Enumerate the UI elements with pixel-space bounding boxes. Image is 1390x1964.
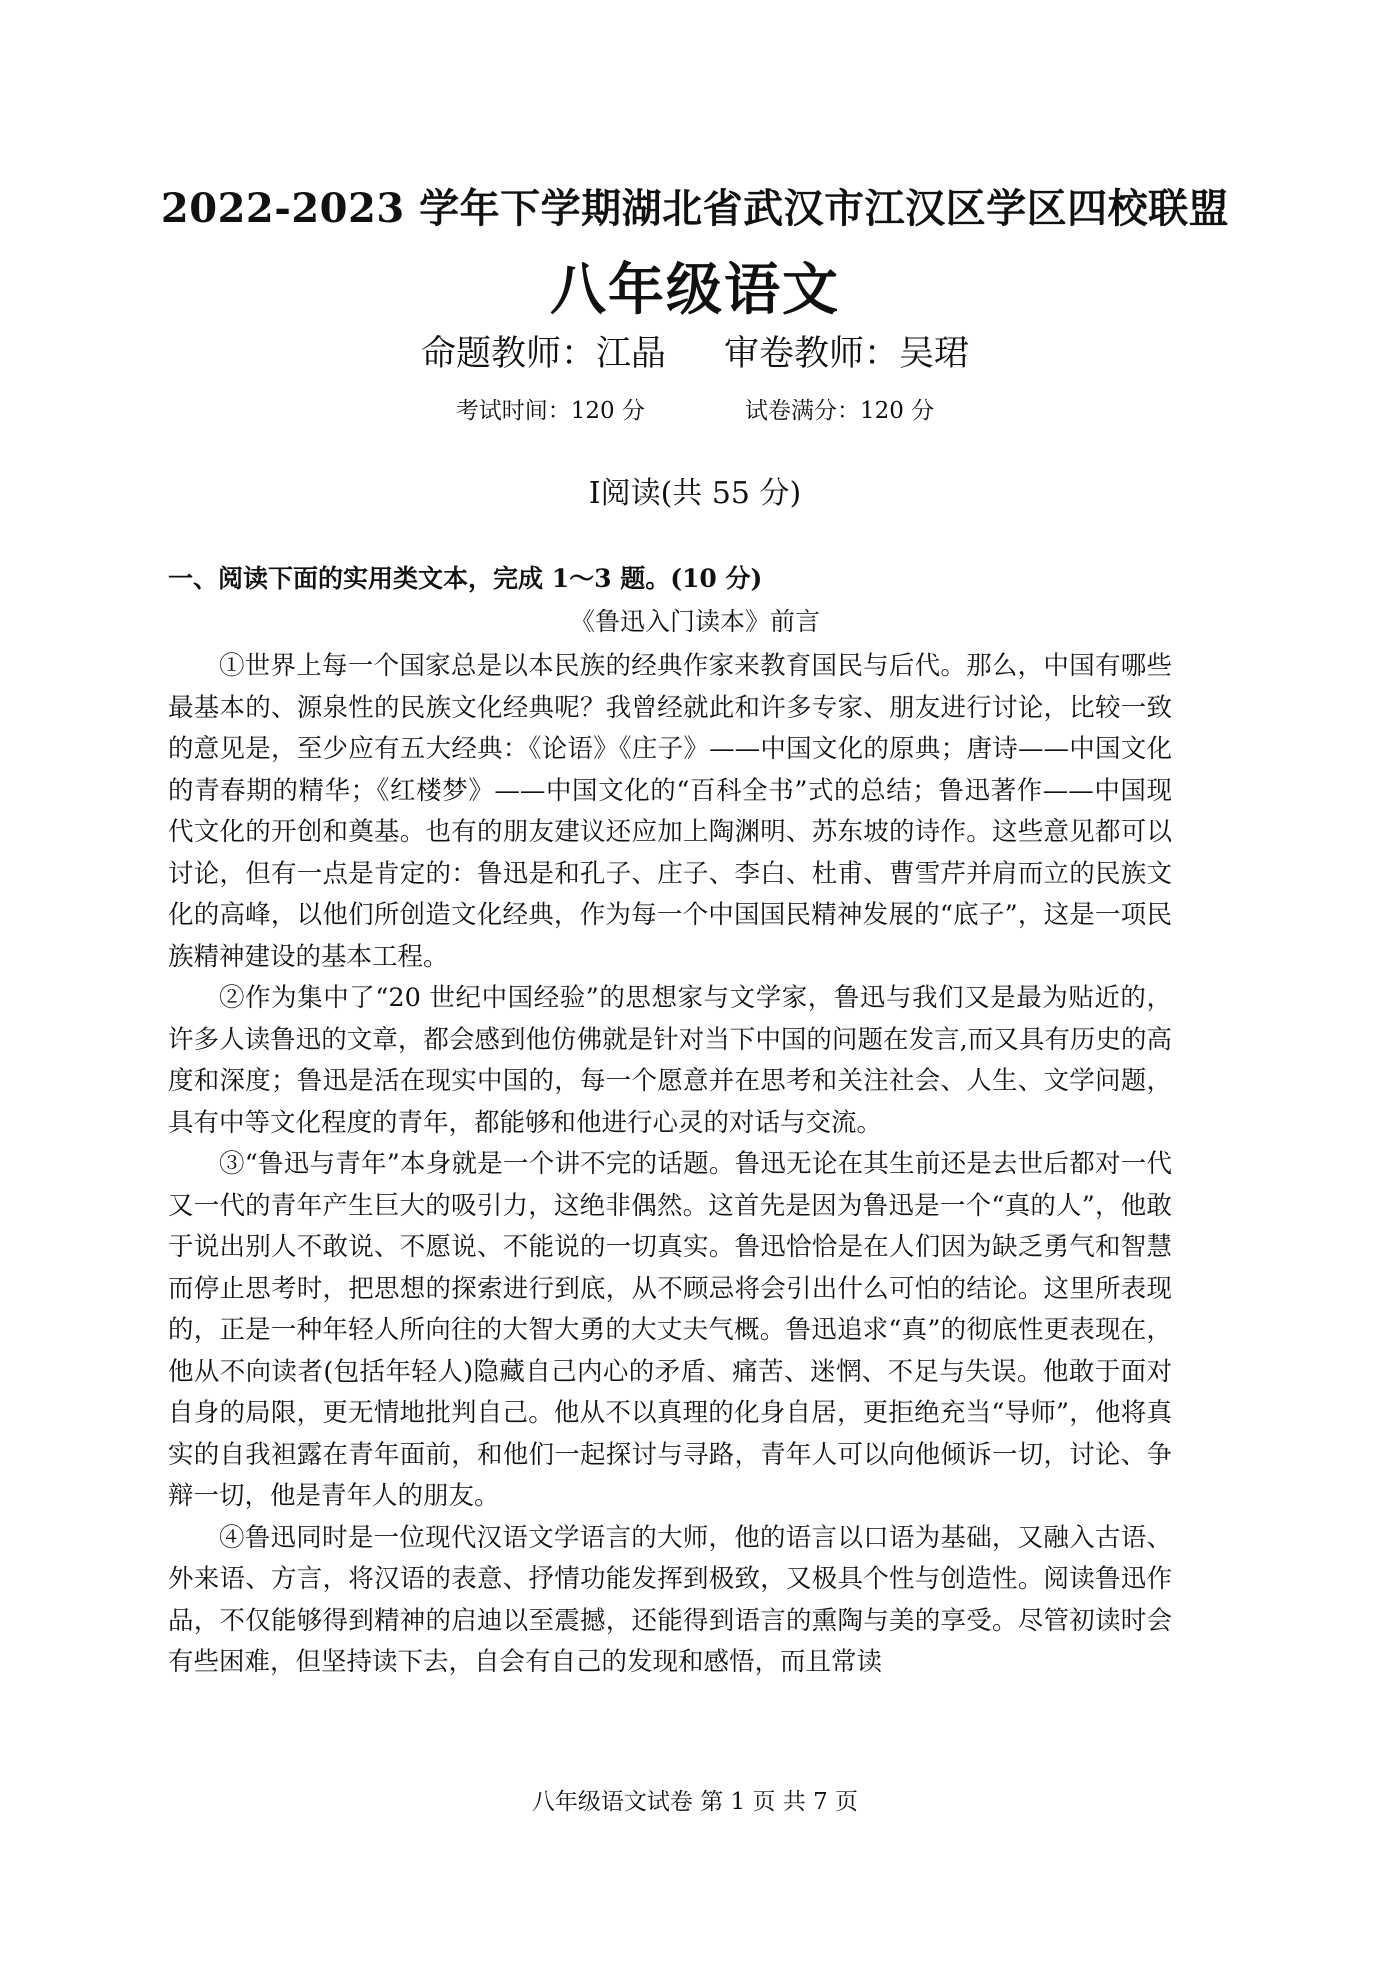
paragraph-2: ②作为集中了“20 世纪中国经验”的思想家与文学家，鲁迅与我们又是最为贴近的，许多人读鲁迅的文章，都会感到他仿佛就是针对当下中国的问题在发言,而又具有历史的高度和深度；鲁迅是活在现实中国的，每一个愿意并在思考和关注社会、人生、文学问题，具有中等文化程度的青年，都能够和他进行心灵的对话与交流。: [168, 983, 1172, 1138]
exam-subject-title: 八年级语文: [550, 258, 840, 323]
paragraph-1: ①世界上每一个国家总是以本民族的经典作家来教育国民与后代。那么，中国有哪些最基本的、源泉性的民族文化经典呢？我曾经就此和许多专家、朋友进行讨论，比较一致的意见是，至少应有五大经典：《论语》《庄子》——中国文化的原典；唐诗——中国文化的青春期的精华；《红楼梦》——中国文化的“百科全书”式的总结；鲁迅著作——中国现代文化的开创和奠基。也有的朋友建议还应加上陶渊明、苏东坡的诗作。这些意见都可以讨论，但有一点是肯定的：鲁迅是和孔子、庄子、李白、杜甫、曹雪芹并肩而立的民族文化的高峰，以他们所创造文化经典，作为每一个中国国民精神发展的“底子”，这是一项民族精神建设的基本工程。: [168, 651, 1172, 972]
question-heading: 一、阅读下面的实用类文本，完成 1～3 题。(10 分): [168, 564, 763, 593]
exam-title: 2022-2023 学年下学期湖北省武汉市江汉区学区四校联盟: [160, 185, 1230, 232]
article-body: [168, 646, 1172, 1684]
exam-info-line: [0, 394, 1390, 428]
reviewer-teacher: 审卷教师：吴珺: [724, 334, 970, 374]
section-title: Ⅰ阅读(共 55 分): [588, 476, 802, 511]
article-title: 《鲁迅入门读本》前言: [569, 607, 820, 636]
page-footer: 八年级语文试卷 第 1 页 共 7 页: [531, 1789, 859, 1815]
teacher-line: [0, 330, 1390, 378]
full-score: 试卷满分：120 分: [745, 398, 935, 424]
paragraph-4: ④鲁迅同时是一位现代汉语文学语言的大师，他的语言以口语为基础，又融入古语、外来语、方言，将汉语的表意、抒情功能发挥到极致，又极具个性与创造性。阅读鲁迅作品，不仅能够得到精神的启迪以至震撼，还能得到语言的熏陶与美的享受。尽管初读时会有些困难，但坚持读下去，自会有自己的发现和感悟，而且常读: [168, 1522, 1172, 1677]
exam-time: 考试时间：120 分: [455, 398, 645, 424]
proposer-teacher: 命题教师：江晶: [420, 334, 666, 374]
paragraph-3: ③“鲁迅与青年”本身就是一个讲不完的话题。鲁迅无论在其生前还是去世后都对一代又一代的青年产生巨大的吸引力，这绝非偶然。这首先是因为鲁迅是一个“真的人”，他敢于说出别人不敢说、不愿说、不能说的一切真实。鲁迅恰恰是在人们因为缺乏勇气和智慧而停止思考时，把思想的探索进行到底，从不顾忌将会引出什么可怕的结论。这里所表现的，正是一种年轻人所向往的大智大勇的大丈夫气概。鲁迅追求“真”的彻底性更表现在，他从不向读者(包括年轻人)隐藏自己内心的矛盾、痛苦、迷惘、不足与失误。他敢于面对自身的局限，更无情地批判自己。他从不以真理的化身自居，更拒绝充当“导师”，他将真实的自我袒露在青年面前，和他们一起探讨与寻路，青年人可以向他倾诉一切，讨论、争辩一切，他是青年人的朋友。: [168, 1149, 1172, 1511]
